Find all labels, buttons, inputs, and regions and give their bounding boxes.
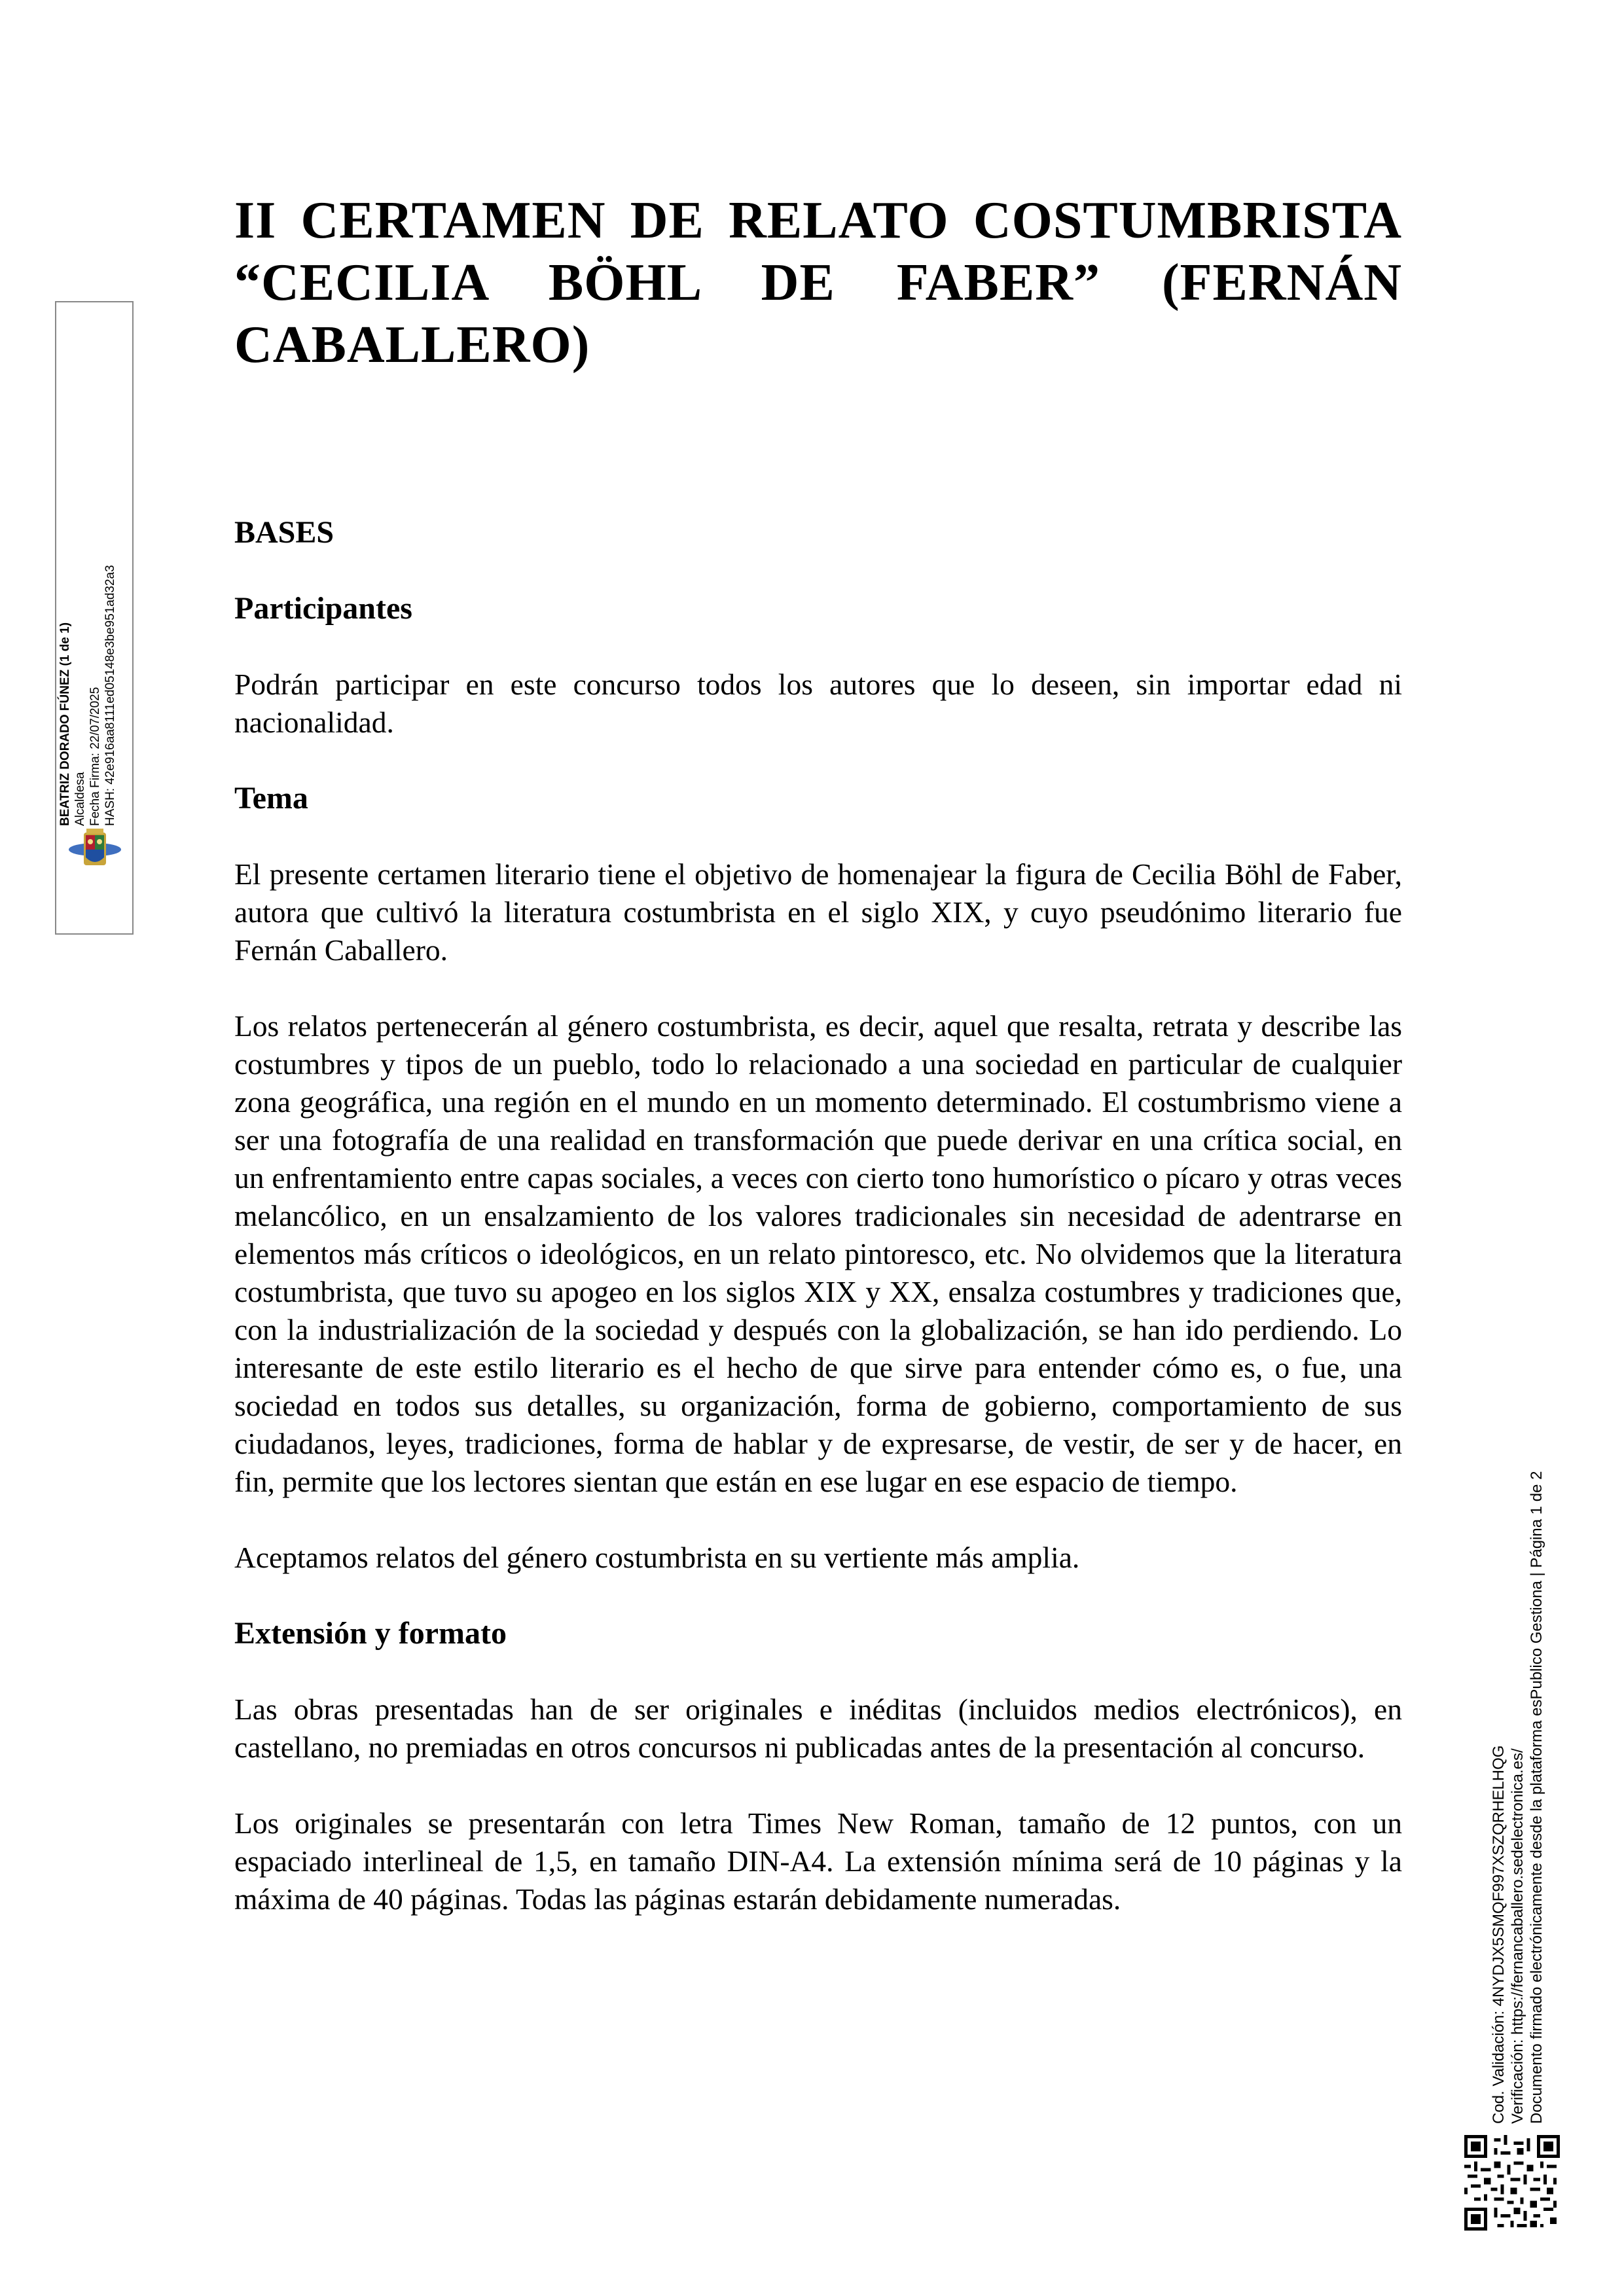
paragraph-participantes: Podrán participar en este concurso todos los autores que lo deseen, sin importar edad ni nacionalidad. [234, 668, 1402, 739]
signed-note: Documento firmado electrónicamente desde la plataforma esPublico Gestiona | Página 1 de 2 [1528, 1471, 1545, 2124]
validation-footer [1489, 1471, 1546, 2124]
paragraph-extension-2: Los originales se presentarán con letra Times New Roman, tamaño de 12 puntos, con un espaciado interlineal de 1,5, en tamaño DIN-A4. La extensión mínima será de 10 páginas y la máxima de 40 páginas. Todas las páginas estarán debidamente numeradas. [234, 1806, 1402, 1916]
document-title: II CERTAMEN DE RELATO COSTUMBRISTA “CECILIA BÖHL DE FABER” (FERNÁN CABALLERO) [234, 192, 1402, 374]
signature-stamp [55, 301, 134, 935]
document-body [234, 190, 1402, 1918]
paragraph-extension-1: Las obras presentadas han de ser originales e inéditas (incluidos medios electrónicos), en castellano, no premiadas en otros concursos ni publicadas antes de la presentación al concurso. [234, 1693, 1402, 1764]
signer-name: BEATRIZ DORADO FÚNEZ (1 de 1) [58, 622, 72, 826]
signature-stamp-text [58, 368, 118, 826]
verification-url: Verificación: https://fernancaballero.sedelectronica.es/ [1509, 1748, 1526, 2124]
validation-code: Cod. Validación: 4NYDJX5SMQF997XSZQRHELHQG [1490, 1745, 1507, 2124]
signature-hash: HASH: 42e916aa8111ed05148e3be951ad32a3 [103, 565, 117, 826]
paragraph-tema-2: Los relatos pertenecerán al género costumbrista, es decir, aquel que resalta, retrata y describe las costumbres y tipos de un pueblo, todo lo relacionado a una sociedad en particular de cualquier zona geográfica, una región en el mundo en un momento determinado. El costumbrismo viene a ser una fotografía de una realidad en transformación que puede derivar en una crítica social, en un enfrentamiento entre capas sociales, a veces con cierto tono humorístico o pícaro y otras veces melancólico, en un ensalzamiento de los valores tradicionales sin necesidad de adentrarse en elementos más críticos o ideológicos, en un relato pintoresco, etc. No olvidemos que la literatura costumbrista, que tuvo su apogeo en los siglos XIX y XX, ensalza costumbres y tradiciones que, con la industrialización de la sociedad y después con la globalización, se han ido perdiendo. Lo interesante de este estilo literario es el hecho de que sirve para entender cómo es, o fue, una sociedad en todos sus detalles, su organización, forma de gobierno, comportamiento de sus ciudadanos, leyes, tradiciones, forma de hablar y de expresarse, de vestir, de ser y de hacer, en fin, permite que los lectores sientan que están en ese lugar en ese espacio de tiempo. [234, 1009, 1402, 1498]
municipal-crest-icon [64, 826, 126, 872]
section-heading-participantes: Participantes [234, 591, 412, 626]
signer-role: Alcaldesa [73, 772, 87, 826]
signature-date: Fecha Firma: 22/07/2025 [88, 687, 102, 826]
qr-code-icon [1464, 2135, 1560, 2231]
paragraph-tema-3: Aceptamos relatos del género costumbrista en su vertiente más amplia. [234, 1541, 1080, 1574]
paragraph-tema-1: El presente certamen literario tiene el objetivo de homenajear la figura de Cecilia Böhl de Faber, autora que cultivó la literatura costumbrista en el siglo XIX, y cuyo pseudónimo literario fue Fernán Caballero. [234, 857, 1402, 967]
section-heading-extension: Extensión y formato [234, 1616, 507, 1651]
section-heading-bases: BASES [234, 515, 334, 550]
section-heading-tema: Tema [234, 781, 308, 816]
